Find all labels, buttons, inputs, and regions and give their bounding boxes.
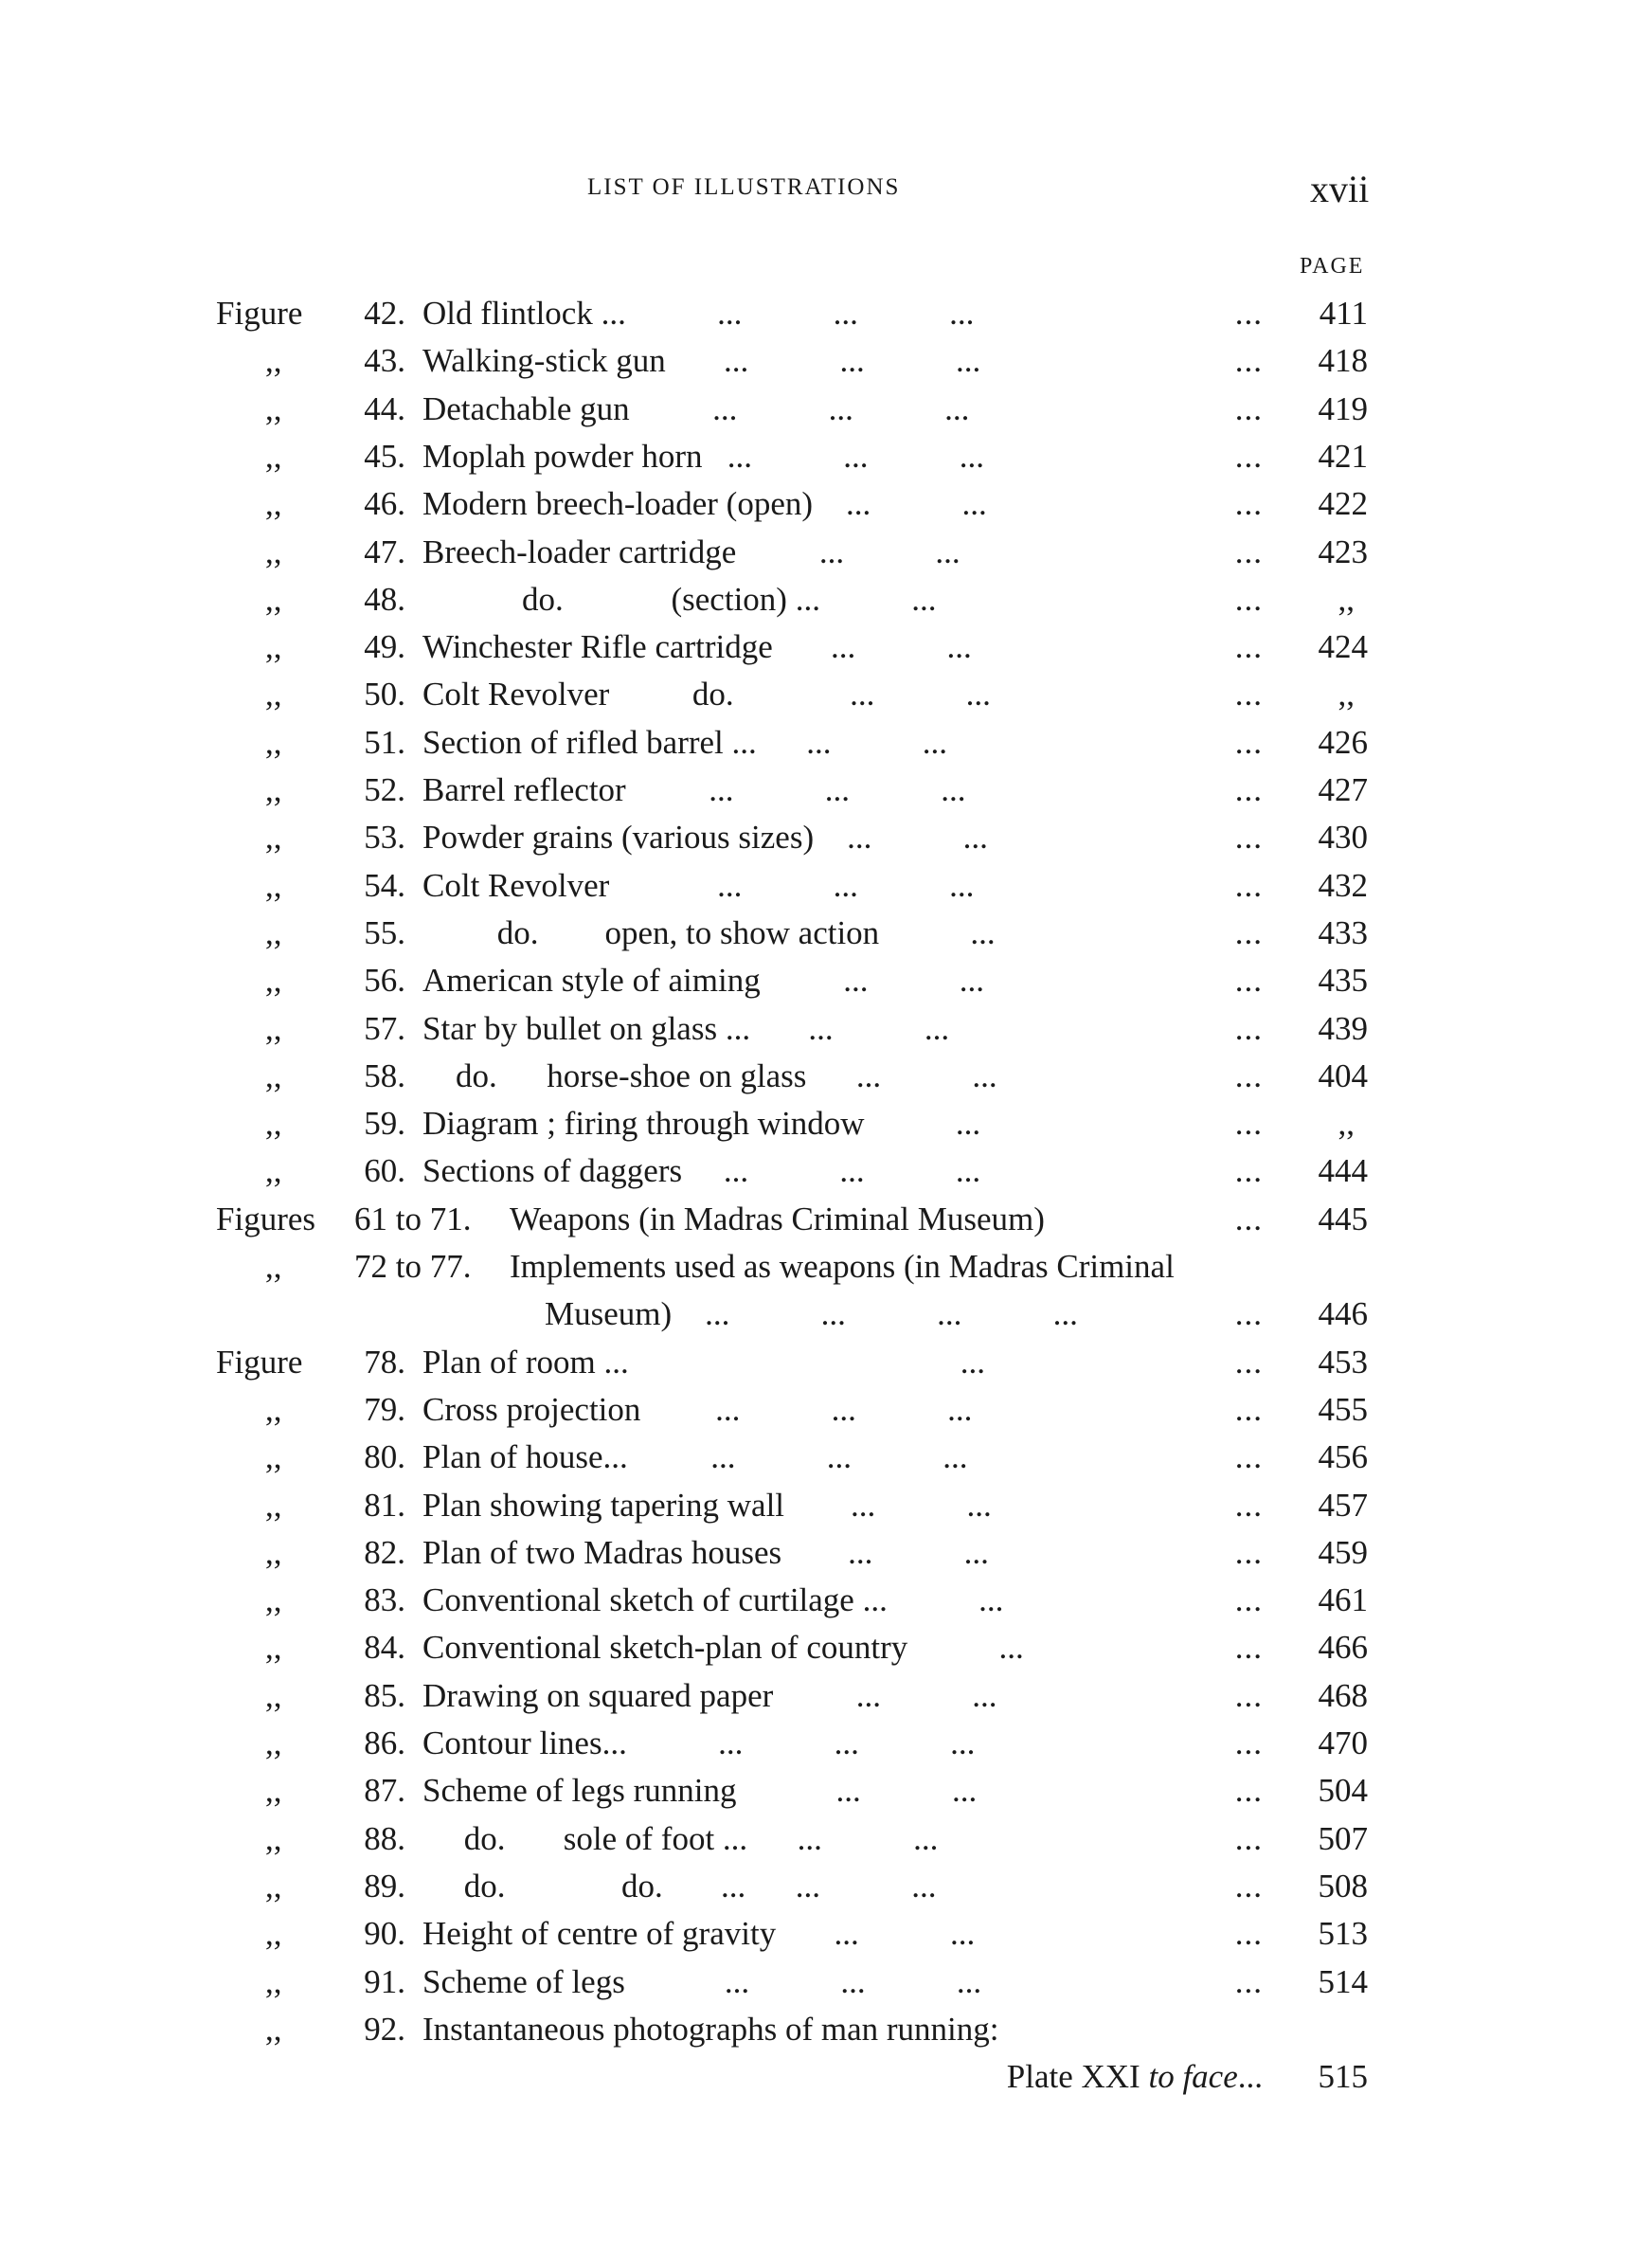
figure-description: Drawing on squared paper ... ... — [422, 1676, 997, 1714]
figure-number: 80. — [364, 1438, 405, 1476]
dot-leader: ... — [1234, 1295, 1263, 1333]
list-item — [0, 1624, 1652, 1671]
ditto-mark: ,, — [265, 1009, 282, 1047]
ditto-mark: ,, — [265, 1105, 282, 1143]
figure-label: Figure — [216, 1343, 303, 1381]
page-number: 430 — [1318, 819, 1368, 857]
page-number: 504 — [1318, 1772, 1368, 1810]
list-item — [0, 1529, 1652, 1577]
figure-number: 84. — [364, 1629, 405, 1667]
ditto-mark: ,, — [265, 913, 282, 951]
dot-leader: ... — [1234, 1962, 1263, 2000]
dot-leader: ... — [1234, 1486, 1263, 1524]
page-number: 404 — [1318, 1056, 1368, 1094]
dot-leader: ... — [1234, 676, 1263, 713]
dot-leader: ... — [1234, 1915, 1263, 1953]
figure-number: 91. — [364, 1962, 405, 2000]
plate-leader: ... — [1237, 2058, 1263, 2096]
list-item — [0, 2006, 1652, 2053]
figure-number: 58. — [364, 1056, 405, 1094]
list-item — [0, 1482, 1652, 1529]
ditto-mark: ,, — [265, 342, 282, 380]
figure-description: Contour lines... ... ... ... — [422, 1724, 976, 1761]
list-item — [0, 433, 1652, 480]
list-item — [0, 1339, 1652, 1386]
figure-description: do. do. ... ... ... — [422, 1867, 937, 1905]
figure-number: 50. — [364, 676, 405, 713]
figure-description: Implements used as weapons (in Madras Criminal — [510, 1248, 1175, 1285]
figure-number: 52. — [364, 771, 405, 808]
ditto-mark: ,, — [265, 1962, 282, 2000]
figure-description: Instantaneous photographs of man running: — [422, 2010, 999, 2048]
list-item — [0, 1910, 1652, 1958]
dot-leader: ... — [1234, 1152, 1263, 1190]
list-item — [0, 719, 1652, 767]
figure-description: Museum) ... ... ... ... — [512, 1295, 1078, 1333]
page-number: ,, — [1338, 676, 1355, 713]
figure-description: American style of aiming ... ... — [422, 962, 984, 1000]
figure-description: Section of rifled barrel ... ... ... — [422, 723, 948, 761]
page-number: 466 — [1318, 1629, 1368, 1667]
figure-number: 92. — [364, 2010, 405, 2048]
list-item — [0, 957, 1652, 1004]
figure-number: 46. — [364, 485, 405, 523]
ditto-mark: ,, — [265, 1867, 282, 1905]
page-number: 419 — [1318, 389, 1368, 427]
ditto-mark: ,, — [265, 1438, 282, 1476]
figure-number: 55. — [364, 913, 405, 951]
dot-leader: ... — [1234, 1772, 1263, 1810]
ditto-mark: ,, — [265, 1772, 282, 1810]
figure-label: Figure — [216, 295, 303, 332]
figure-description: Plan of house... ... ... ... — [422, 1438, 968, 1476]
dot-leader: ... — [1234, 819, 1263, 857]
page-number: 418 — [1318, 342, 1368, 380]
figure-label: Figures — [216, 1200, 315, 1237]
page-number: 445 — [1318, 1200, 1368, 1237]
ditto-mark: ,, — [265, 676, 282, 713]
page-number: 432 — [1318, 866, 1368, 904]
page-number: 457 — [1318, 1486, 1368, 1524]
page-number: 468 — [1318, 1676, 1368, 1714]
ditto-mark: ,, — [265, 1581, 282, 1619]
figure-number: 81. — [364, 1486, 405, 1524]
ditto-mark: ,, — [265, 1152, 282, 1190]
page-number: 433 — [1318, 913, 1368, 951]
figure-number: 49. — [364, 628, 405, 666]
page-number: 421 — [1318, 437, 1368, 475]
dot-leader: ... — [1234, 723, 1263, 761]
dot-leader: ... — [1234, 389, 1263, 427]
page-number: 513 — [1318, 1915, 1368, 1953]
list-item — [0, 576, 1652, 623]
page-number: 424 — [1318, 628, 1368, 666]
dot-leader: ... — [1234, 1724, 1263, 1761]
figure-description: do. (section) ... ... — [422, 580, 937, 618]
list-item — [0, 623, 1652, 671]
ditto-mark: ,, — [265, 1629, 282, 1667]
figure-description: Height of centre of gravity ... ... — [422, 1915, 976, 1953]
figure-number: 90. — [364, 1915, 405, 1953]
running-head: LIST OF ILLUSTRATIONS — [587, 174, 901, 200]
figure-description: Scheme of legs running ... ... — [422, 1772, 978, 1810]
page-number: 423 — [1318, 533, 1368, 570]
dot-leader: ... — [1234, 1105, 1263, 1143]
dot-leader: ... — [1234, 1676, 1263, 1714]
page-number: 453 — [1318, 1343, 1368, 1381]
dot-leader: ... — [1234, 962, 1263, 1000]
figure-number: 82. — [364, 1533, 405, 1571]
figure-number: 42. — [364, 295, 405, 332]
ditto-mark: ,, — [265, 1486, 282, 1524]
dot-leader: ... — [1234, 437, 1263, 475]
dot-leader: ... — [1234, 1629, 1263, 1667]
page-number: 459 — [1318, 1533, 1368, 1571]
figure-number: 45. — [364, 437, 405, 475]
list-item — [0, 1767, 1652, 1815]
ditto-mark: ,, — [265, 1248, 282, 1285]
dot-leader: ... — [1234, 866, 1263, 904]
list-item — [0, 2053, 1652, 2101]
figure-number: 59. — [364, 1105, 405, 1143]
ditto-mark: ,, — [265, 533, 282, 570]
list-item — [0, 1243, 1652, 1291]
figure-number: 88. — [364, 1819, 405, 1857]
figure-description: Sections of daggers ... ... ... — [422, 1152, 981, 1190]
page-number: 439 — [1318, 1009, 1368, 1047]
page-number: 435 — [1318, 962, 1368, 1000]
figure-description: Plan showing tapering wall ... ... — [422, 1486, 992, 1524]
figure-number: 43. — [364, 342, 405, 380]
dot-leader: ... — [1234, 295, 1263, 332]
list-item — [0, 290, 1652, 337]
page-column-heading: PAGE — [1300, 254, 1365, 279]
figure-number: 57. — [364, 1009, 405, 1047]
page-number: 515 — [1318, 2058, 1368, 2096]
ditto-mark: ,, — [265, 389, 282, 427]
dot-leader: ... — [1234, 1533, 1263, 1571]
list-item — [0, 862, 1652, 910]
list-item — [0, 1147, 1652, 1195]
figure-number: 61 to 71. — [354, 1200, 472, 1237]
page-number: 470 — [1318, 1724, 1368, 1761]
dot-leader: ... — [1234, 628, 1263, 666]
figure-number: 86. — [364, 1724, 405, 1761]
list-item — [0, 1005, 1652, 1053]
figure-description: Winchester Rifle cartridge ... ... — [422, 628, 972, 666]
page-number: 514 — [1318, 1962, 1368, 2000]
list-item — [0, 529, 1652, 576]
list-item — [0, 1720, 1652, 1767]
figure-description: Colt Revolver ... ... ... — [422, 866, 975, 904]
page-number: ,, — [1338, 1105, 1355, 1143]
dot-leader: ... — [1234, 533, 1263, 570]
figure-number: 47. — [364, 533, 405, 570]
list-item — [0, 671, 1652, 718]
ditto-mark: ,, — [265, 1056, 282, 1094]
figure-description: Cross projection ... ... ... — [422, 1390, 973, 1428]
dot-leader: ... — [1234, 771, 1263, 808]
ditto-mark: ,, — [265, 1915, 282, 1953]
figure-number: 72 to 77. — [354, 1248, 472, 1285]
ditto-mark: ,, — [265, 437, 282, 475]
dot-leader: ... — [1234, 1581, 1263, 1619]
figure-number: 44. — [364, 389, 405, 427]
figure-number: 78. — [364, 1343, 405, 1381]
figure-description: Old flintlock ... ... ... ... — [422, 295, 975, 332]
list-item — [0, 910, 1652, 957]
dot-leader: ... — [1234, 342, 1263, 380]
ditto-mark: ,, — [265, 2010, 282, 2048]
figure-description: Modern breech-loader (open) ... ... — [422, 485, 987, 523]
ditto-mark: ,, — [265, 1390, 282, 1428]
page-number: 411 — [1319, 295, 1368, 332]
dot-leader: ... — [1234, 1009, 1263, 1047]
dot-leader: ... — [1234, 1438, 1263, 1476]
list-item — [0, 1386, 1652, 1434]
figure-number: 60. — [364, 1152, 405, 1190]
figure-description: Moplah powder horn ... ... ... — [422, 437, 985, 475]
ditto-mark: ,, — [265, 1819, 282, 1857]
figure-description: Diagram ; firing through window ... — [422, 1105, 981, 1143]
ditto-mark: ,, — [265, 962, 282, 1000]
list-item — [0, 1815, 1652, 1863]
figure-number: 85. — [364, 1676, 405, 1714]
figure-description: Conventional sketch-plan of country ... — [422, 1629, 1024, 1667]
list-item — [0, 1196, 1652, 1243]
page-number: 461 — [1318, 1581, 1368, 1619]
list-item — [0, 1577, 1652, 1624]
page-number: 426 — [1318, 723, 1368, 761]
ditto-mark: ,, — [265, 866, 282, 904]
list-item — [0, 1100, 1652, 1147]
figure-description: Plan of room ... ... — [422, 1343, 986, 1381]
list-item — [0, 386, 1652, 433]
list-item — [0, 1291, 1652, 1338]
page-number: 508 — [1318, 1867, 1368, 1905]
figure-description: do. horse-shoe on glass ... ... — [422, 1056, 997, 1094]
ditto-mark: ,, — [265, 1676, 282, 1714]
figure-number: 51. — [364, 723, 405, 761]
figure-description: Plan of two Madras houses ... ... — [422, 1533, 989, 1571]
dot-leader: ... — [1234, 580, 1263, 618]
page-number: 507 — [1318, 1819, 1368, 1857]
figure-description: Star by bullet on glass ... ... ... — [422, 1009, 950, 1047]
page-number: 444 — [1318, 1152, 1368, 1190]
figure-description: do. sole of foot ... ... ... — [422, 1819, 939, 1857]
list-item — [0, 1672, 1652, 1720]
list-item — [0, 1053, 1652, 1100]
ditto-mark: ,, — [265, 771, 282, 808]
ditto-mark: ,, — [265, 723, 282, 761]
figure-description: Detachable gun ... ... ... — [422, 389, 970, 427]
figure-description: Scheme of legs ... ... ... — [422, 1962, 982, 2000]
figure-description: Walking-stick gun ... ... ... — [422, 342, 981, 380]
figure-description: do. open, to show action ... — [422, 913, 996, 951]
figure-number: 48. — [364, 580, 405, 618]
page-number: 422 — [1318, 485, 1368, 523]
figure-number: 53. — [364, 819, 405, 857]
dot-leader: ... — [1234, 1390, 1263, 1428]
ditto-mark: ,, — [265, 485, 282, 523]
figure-description: Breech-loader cartridge ... ... — [422, 533, 961, 570]
page-number: 456 — [1318, 1438, 1368, 1476]
ditto-mark: ,, — [265, 1533, 282, 1571]
list-item — [0, 767, 1652, 814]
dot-leader: ... — [1234, 913, 1263, 951]
figure-description: Conventional sketch of curtilage ... ... — [422, 1581, 1004, 1619]
list-item — [0, 1434, 1652, 1481]
figure-description: Colt Revolver do. ... ... — [422, 676, 991, 713]
list-item — [0, 814, 1652, 861]
page-number: 455 — [1318, 1390, 1368, 1428]
dot-leader: ... — [1234, 1867, 1263, 1905]
page-number: 446 — [1318, 1295, 1368, 1333]
figure-description: Barrel reflector ... ... ... — [422, 771, 966, 808]
plate-label: Plate XXI — [1006, 2058, 1149, 2096]
figure-number: 79. — [364, 1390, 405, 1428]
figure-number: 56. — [364, 962, 405, 1000]
figure-description: Weapons (in Madras Criminal Museum) — [510, 1200, 1045, 1237]
figure-number: 89. — [364, 1867, 405, 1905]
ditto-mark: ,, — [265, 628, 282, 666]
page-folio: xvii — [1310, 168, 1370, 210]
list-item — [0, 480, 1652, 528]
dot-leader: ... — [1234, 1819, 1263, 1857]
figure-number: 87. — [364, 1772, 405, 1810]
plate-to-face: to face — [1148, 2058, 1238, 2096]
figure-description: Powder grains (various sizes) ... ... — [422, 819, 988, 857]
ditto-mark: ,, — [265, 819, 282, 857]
ditto-mark: ,, — [265, 1724, 282, 1761]
dot-leader: ... — [1234, 1343, 1263, 1381]
figure-number: 54. — [364, 866, 405, 904]
list-item — [0, 1959, 1652, 2006]
list-item — [0, 337, 1652, 385]
ditto-mark: ,, — [265, 580, 282, 618]
dot-leader: ... — [1234, 1200, 1263, 1237]
page-number: 427 — [1318, 771, 1368, 808]
dot-leader: ... — [1234, 1056, 1263, 1094]
page-number: ,, — [1338, 580, 1355, 618]
dot-leader: ... — [1234, 485, 1263, 523]
figure-number: 83. — [364, 1581, 405, 1619]
list-item — [0, 1863, 1652, 1910]
